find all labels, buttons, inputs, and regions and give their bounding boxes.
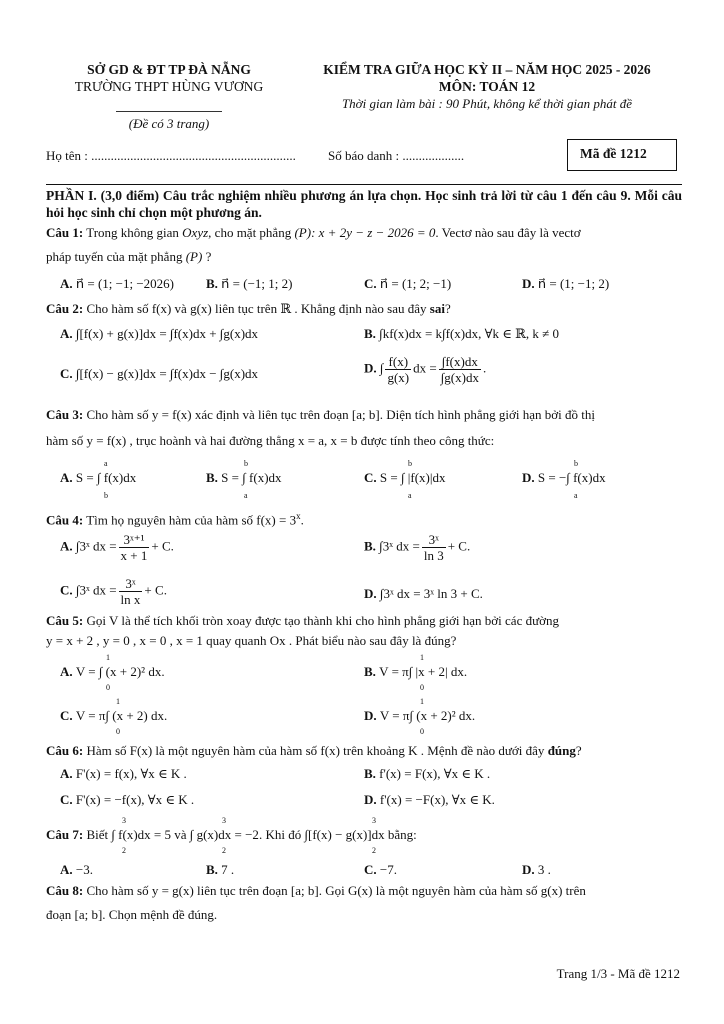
- q5-option-c[interactable]: C. V = π∫ (x + 2) dx. 1 0: [60, 697, 168, 736]
- part-one-title: PHẦN I. (3,0 điểm) Câu trắc nghiệm nhiều phương án lựa chọn. Học sinh trả lời từ câu 1 đến câu 9. Mỗi câu hỏi học sinh chỉ chọn một phương án.: [46, 188, 682, 220]
- option-text: S = −∫ f(x)dx: [537, 470, 606, 485]
- upper-limit: a: [104, 459, 108, 468]
- option-text: + C: [447, 538, 467, 554]
- result-fraction: [439, 354, 481, 385]
- upper-limit: 1: [106, 653, 110, 662]
- denominator: x + 1: [120, 548, 148, 563]
- question-4: Câu 4: Tìm họ nguyên hàm của hàm số $f(x) = 3^x$.: [46, 511, 304, 528]
- option-text: ∫[f(x) − g(x)]dx = ∫f(x)dx − ∫g(x)dx: [75, 366, 259, 381]
- option-text: −3: [75, 862, 90, 877]
- upper-limit: 1: [420, 653, 424, 662]
- plane-name: (P): [185, 249, 203, 264]
- q6-option-d[interactable]: D. f'(x) = −F(x), ∀x ∈ K.: [364, 792, 495, 807]
- option-fraction: [422, 532, 446, 563]
- option-text: ∫3ˣ dx =: [75, 582, 117, 598]
- upper-limit: b: [244, 459, 248, 468]
- option-text: F'(x) = −f(x), ∀x ∈ K: [75, 792, 188, 807]
- lower-limit: 0: [106, 683, 110, 692]
- emphasis-word: sai: [429, 301, 445, 316]
- q7-limit-top-1: 3: [122, 816, 126, 825]
- q5-option-b[interactable]: B. V = π∫ |x + 2| dx. 1 0: [364, 653, 468, 692]
- q3-option-a[interactable]: A. S = ∫ f(x)dx a b: [60, 459, 137, 500]
- option-text: ∫3ˣ dx =: [379, 538, 420, 554]
- question-1-cont: [46, 248, 682, 265]
- question-label: Câu 8:: [46, 883, 84, 898]
- upper-limit: 1: [420, 697, 424, 706]
- emphasis-word: đúng: [547, 743, 576, 758]
- q7-limit-bot-1: 2: [122, 846, 126, 855]
- option-text: ∫[f(x) + g(x)]dx = ∫f(x)dx + ∫g(x)dx: [75, 326, 259, 341]
- question-text: ?: [444, 301, 451, 316]
- q7-option-a[interactable]: A. −3.: [60, 862, 93, 877]
- subject-title: MÔN: TOÁN 12: [438, 79, 536, 94]
- q4-option-a[interactable]: A. ∫3ˣ dx = $\frac{\text{3ˣ⁺¹}}{x + 1}$ + C.: [60, 532, 174, 563]
- option-text: n⃗ = (1; −1; −2026): [75, 276, 175, 291]
- page-count-note: (Đề có 3 trang): [128, 116, 210, 131]
- option-text: + C: [151, 538, 171, 554]
- lower-limit: b: [104, 491, 108, 500]
- option-text: ∫3ˣ dx = 3ˣ ln 3 + C: [379, 586, 480, 601]
- q1-option-c[interactable]: C. n⃗ = (1; 2; −1): [364, 276, 452, 291]
- option-text: S = ∫ |f(x)|dx: [379, 470, 446, 485]
- lower-limit: a: [408, 491, 412, 500]
- q4-option-d[interactable]: D. ∫3ˣ dx = 3ˣ ln 3 + C.: [364, 586, 483, 601]
- q2-option-c[interactable]: C. ∫[f(x) − g(x)]dx = ∫f(x)dx − ∫g(x)dx: [60, 366, 259, 381]
- option-text: 3: [537, 862, 545, 877]
- question-text: pháp tuyến của mặt phẳng: [46, 249, 186, 264]
- q7-option-d[interactable]: D. 3 .: [522, 862, 551, 877]
- question-text: bằng:: [384, 827, 417, 842]
- question-label: Câu 5:: [46, 613, 84, 628]
- q7-limit-bot-2: 2: [222, 846, 226, 855]
- candidate-number-field: Số báo danh : ...................: [328, 148, 465, 163]
- option-text: n⃗ = (1; 2; −1): [379, 276, 452, 291]
- question-3-cont: [46, 432, 682, 449]
- option-text: V = π∫ |x + 2| dx: [379, 664, 464, 679]
- question-5: [46, 612, 682, 629]
- student-name-field: Họ tên : ...............................................................: [46, 148, 296, 163]
- question-text: Cho hàm số y = f(x) xác định và liên tục trên đoạn [a; b]. Diện tích hình phẳng giới hạn bởi đồ thị: [83, 407, 595, 422]
- integral-f: ∫ f(x)dx = 5: [111, 827, 172, 842]
- exponent: x: [296, 511, 301, 521]
- page-footer: Trang 1/3 - Mã đề 1212: [556, 966, 680, 981]
- numerator: ∫f(x)dx: [439, 354, 481, 370]
- time-note: Thời gian làm bài : 90 Phút, không kể thời gian phát đề: [341, 96, 633, 111]
- question-label: Câu 3:: [46, 407, 84, 422]
- plane-equation: (P): x + 2y − z − 2026 = 0: [294, 225, 436, 240]
- q1-option-b[interactable]: B. n⃗ = (−1; 1; 2): [206, 276, 293, 291]
- lower-limit: 0: [420, 683, 424, 692]
- question-label: Câu 1:: [46, 225, 84, 240]
- question-text: Hàm số F(x) là một nguyên hàm của hàm số f(x) trên khoảng K . Mệnh đề nào dưới đây: [83, 743, 548, 758]
- integral-difference: ∫[f(x) − g(x)]dx: [304, 827, 385, 842]
- question-text: ?: [575, 743, 582, 758]
- question-text: Cho hàm số f(x) và g(x) liên tục trên ℝ . Khẳng định nào sau đây: [83, 301, 430, 316]
- q3-option-b[interactable]: B. S = ∫ f(x)dx b a: [206, 459, 282, 500]
- section-divider: [46, 184, 682, 185]
- option-text: −7: [379, 862, 394, 877]
- q7-option-c[interactable]: C. −7.: [364, 862, 397, 877]
- option-text: n⃗ = (1; −1; 2): [537, 276, 610, 291]
- question-1: [46, 224, 682, 241]
- option-text: ∫kf(x)dx = k∫f(x)dx, ∀k ∈ ℝ, k ≠ 0: [379, 326, 560, 341]
- exam-title: KIỂM TRA GIỮA HỌC KỲ II – NĂM HỌC 2025 - 2026: [323, 62, 651, 77]
- question-3: [46, 406, 682, 423]
- question-text: . Vectơ nào sau đây là vectơ: [435, 225, 581, 240]
- question-6: [46, 742, 682, 759]
- q6-option-c[interactable]: C. F'(x) = −f(x), ∀x ∈ K .: [60, 792, 195, 807]
- option-text: f'(x) = −F(x), ∀x ∈ K: [379, 792, 492, 807]
- department-name: SỞ GD & ĐT TP ĐÀ NẴNG: [87, 62, 251, 77]
- q7-option-b[interactable]: B. 7 .: [206, 862, 235, 877]
- q3-option-c[interactable]: C. S = ∫ |f(x)|dx b a: [364, 459, 446, 500]
- q2-option-d[interactable]: D. ∫ $\frac{f(x)}{g(x)}$ dx = $\frac{\int f(x)dx}{\int g(x)dx}$ .: [364, 354, 487, 385]
- question-text: Biết: [83, 827, 112, 842]
- option-text: n⃗ = (−1; 1; 2): [221, 276, 293, 291]
- q2-option-a[interactable]: A. ∫[f(x) + g(x)]dx = ∫f(x)dx + ∫g(x)dx: [60, 326, 259, 341]
- option-text: dx =: [413, 360, 437, 376]
- lower-limit: a: [244, 491, 248, 500]
- option-text: V = ∫ (x + 2)² dx: [75, 664, 162, 679]
- question-text: Cho hàm số y = g(x) liên tục trên đoạn [a; b]. Gọi G(x) là một nguyên hàm của hàm số g(x) trên: [83, 883, 586, 898]
- option-text: ∫3ˣ dx =: [75, 538, 117, 554]
- q6-option-b[interactable]: B. f'(x) = F(x), ∀x ∈ K .: [364, 766, 491, 781]
- integrand-fraction: [385, 354, 411, 385]
- question-text: và: [171, 827, 190, 842]
- q5-option-d[interactable]: D. V = π∫ (x + 2)² dx. 1 0: [364, 697, 476, 736]
- option-text: f'(x) = F(x), ∀x ∈ K: [379, 766, 484, 781]
- numerator: 3ˣ⁺¹: [119, 532, 150, 548]
- integral-g: ∫ g(x)dx = −2: [189, 827, 259, 842]
- denominator: ln x: [120, 592, 141, 607]
- numerator: 3ˣ: [119, 576, 143, 592]
- q2-option-b[interactable]: B. ∫kf(x)dx = k∫f(x)dx, ∀k ∈ ℝ, k ≠ 0: [364, 326, 560, 341]
- question-text: Gọi V là thể tích khối tròn xoay được tạo thành khi cho hình phẳng giới hạn bởi các đường: [83, 613, 560, 628]
- option-text: F'(x) = f(x), ∀x ∈ K: [75, 766, 181, 781]
- option-text: 7: [221, 862, 228, 877]
- exam-code: Mã đề 1212: [580, 146, 647, 161]
- question-8: [46, 882, 682, 899]
- q6-option-a[interactable]: A. F'(x) = f(x), ∀x ∈ K .: [60, 766, 187, 781]
- q5-option-a[interactable]: A. V = ∫ (x + 2)² dx. 1 0: [60, 653, 165, 692]
- question-text: Tìm họ nguyên hàm của hàm số f(x) = 3: [83, 512, 297, 528]
- q7-limit-top-2: 3: [222, 816, 226, 825]
- coordinate-system: Oxyz: [182, 225, 209, 240]
- question-text: . Khi đó: [258, 827, 305, 842]
- lower-limit: 0: [116, 727, 120, 736]
- option-text: S = ∫ f(x)dx: [221, 470, 282, 485]
- option-text: + C: [144, 582, 164, 598]
- question-label: Câu 2:: [46, 301, 84, 316]
- upper-limit: 1: [116, 697, 120, 706]
- q1-option-d[interactable]: D. n⃗ = (1; −1; 2): [522, 276, 610, 291]
- question-text: y = x + 2 , y = 0 , x = 0 , x = 1 quay quanh Ox . Phát biểu nào sau đây là đúng?: [46, 633, 457, 648]
- q7-limit-bot-3: 2: [372, 846, 376, 855]
- header-divider: [116, 111, 222, 112]
- option-fraction: [119, 532, 150, 563]
- option-text: V = π∫ (x + 2) dx: [75, 708, 164, 723]
- question-label: Câu 7:: [46, 827, 84, 842]
- option-text: S = ∫ f(x)dx: [75, 470, 137, 485]
- question-text: đoạn [a; b]. Chọn mệnh đề đúng.: [46, 907, 218, 922]
- question-2: [46, 300, 682, 317]
- question-text: ?: [202, 249, 212, 264]
- question-8-cont: [46, 906, 682, 923]
- question-5-cont: [46, 632, 682, 649]
- question-label: Câu 6:: [46, 743, 84, 758]
- question-text: , cho mặt phẳng: [208, 225, 295, 240]
- denominator: ∫g(x)dx: [440, 370, 479, 385]
- integral-sign: ∫: [379, 360, 384, 376]
- question-text: Trong không gian: [83, 225, 183, 240]
- q3-option-d[interactable]: D. S = −∫ f(x)dx b a: [522, 459, 606, 500]
- q4-option-c[interactable]: C. ∫3ˣ dx = $\frac{\text{3ˣ}}{\text{ln x}}$ + C.: [60, 576, 167, 607]
- q1-option-a[interactable]: A. n⃗ = (1; −1; −2026): [60, 276, 175, 291]
- upper-limit: b: [408, 459, 412, 468]
- numerator: f(x): [385, 354, 411, 370]
- question-text: hàm số y = f(x) , trục hoành và hai đường thẳng x = a, x = b được tính theo công thức:: [46, 433, 495, 448]
- school-name: TRƯỜNG THPT HÙNG VƯƠNG: [74, 79, 264, 94]
- question-label: Câu 4:: [46, 512, 84, 528]
- q7-limit-top-3: 3: [372, 816, 376, 825]
- denominator: ln 3: [423, 548, 444, 563]
- upper-limit: b: [574, 459, 578, 468]
- lower-limit: a: [574, 491, 578, 500]
- lower-limit: 0: [420, 727, 424, 736]
- option-fraction: [119, 576, 143, 607]
- question-7: [46, 826, 682, 843]
- exam-code-box: [567, 139, 677, 171]
- option-text: V = π∫ (x + 2)² dx: [379, 708, 472, 723]
- numerator: 3ˣ: [422, 532, 446, 548]
- denominator: g(x): [387, 370, 410, 385]
- q4-option-b[interactable]: B. ∫3ˣ dx = $\frac{\text{3ˣ}}{\ln 3}$ + C.: [364, 532, 471, 563]
